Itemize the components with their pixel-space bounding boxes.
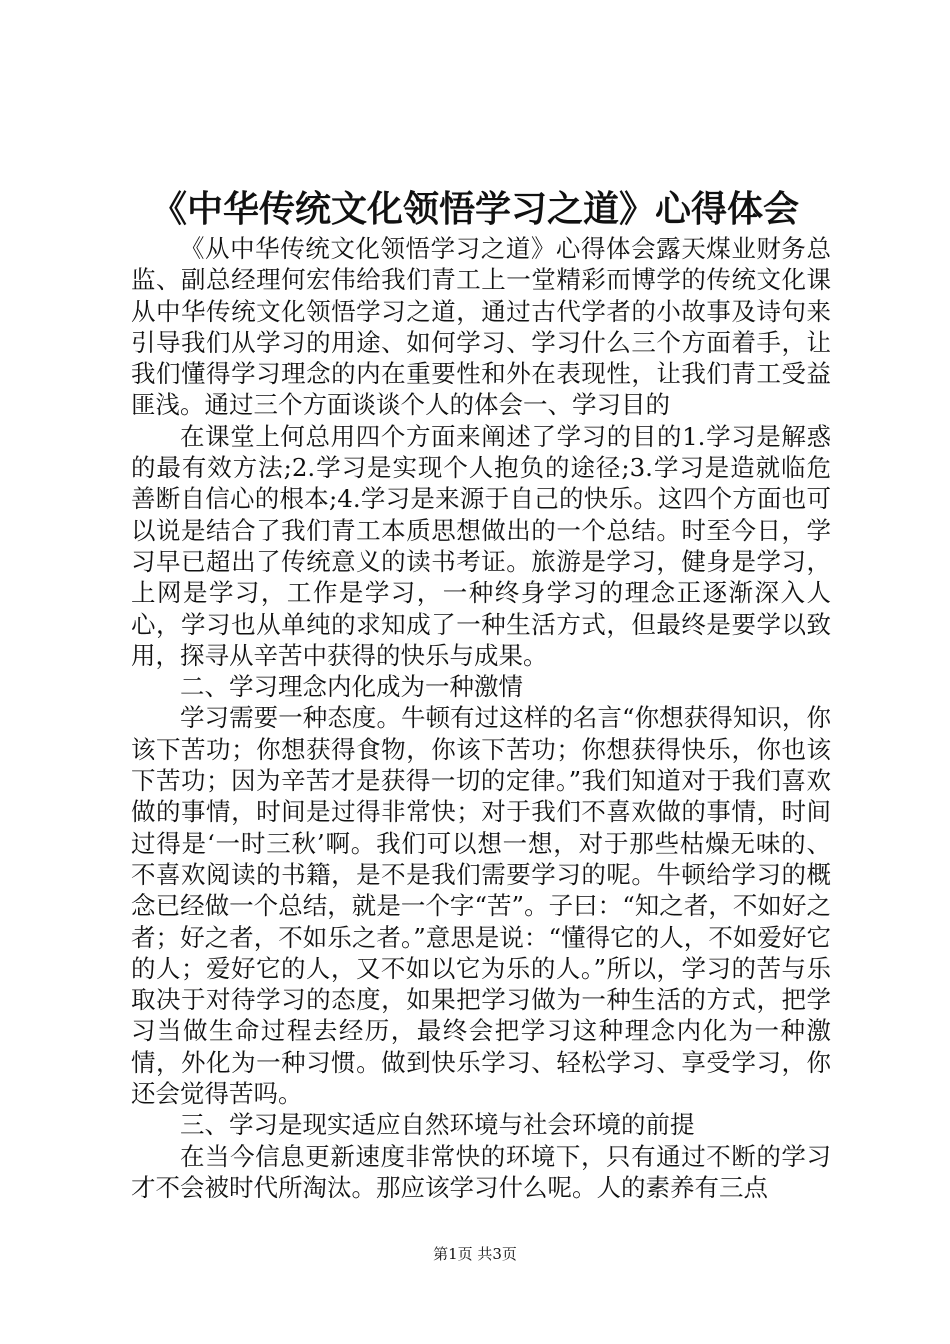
page-title: 《中华传统文化领悟学习之道》心得体会 bbox=[150, 188, 799, 230]
section-heading-3: 三、学习是现实适应自然环境与社会环境的前提 bbox=[180, 1110, 695, 1140]
paragraph-learning-environment: 在当今信息更新速度非常快的环境下，只有通过不断的学习才不会被时代所淘汰。那应该学习什么呢。人的素养有三点 bbox=[131, 1141, 831, 1202]
document-body bbox=[131, 233, 831, 1203]
section-heading-2: 二、学习理念内化成为一种激情 bbox=[180, 672, 523, 702]
paragraph-learning-attitude: 学习需要一种态度。牛顿有过这样的名言“你想获得知识，你该下苦功；你想获得食物，你该下苦功；你想获得快乐，你也该下苦功；因为辛苦才是获得一切的定律。”我们知道对于我们喜欢做的事情，时间是过得非常快；对于我们不喜欢做的事情，时间过得是‘一时三秋’啊。我们可以想一想，对于那些枯燥无味的、不喜欢阅读的书籍，是不是我们需要学习的呢。牛顿给学习的概念已经做一个总结，就是一个字“苦”。子曰：“知之者，不如好之者；好之者，不如乐之者。”意思是说：“懂得它的人，不如爱好它的人；爱好它的人，又不如以它为乐的人。”所以，学习的苦与乐取决于对待学习的态度，如果把学习做为一种生活的方式，把学习当做生命过程去经历，最终会把学习这种理念内化为一种激情，外化为一种习惯。做到快乐学习、轻松学习、享受学习，你还会觉得苦吗。 bbox=[131, 703, 831, 1109]
page-footer: 第1页 共3页 bbox=[433, 1245, 517, 1263]
paragraph-intro: 《从中华传统文化领悟学习之道》心得体会露天煤业财务总监、副总经理何宏伟给我们青工上一堂精彩而博学的传统文化课从中华传统文化领悟学习之道，通过古代学者的小故事及诗句来引导我们从学习的用途、如何学习、学习什么三个方面着手，让我们懂得学习理念的内在重要性和外在表现性，让我们青工受益匪浅。通过三个方面谈谈个人的体会一、学习目的 bbox=[131, 234, 831, 420]
paragraph-learning-purpose: 在课堂上何总用四个方面来阐述了学习的目的1.学习是解惑的最有效方法;2.学习是实现个人抱负的途径;3.学习是造就临危善断自信心的根本;4.学习是来源于自己的快乐。这四个方面也可以说是结合了我们青工本质思想做出的一个总结。时至今日，学习早已超出了传统意义的读书考证。旅游是学习，健身是学习，上网是学习，工作是学习，一种终身学习的理念正逐渐深入人心，学习也从单纯的求知成了一种生活方式，但最终是要学以致用，探寻从辛苦中获得的快乐与成果。 bbox=[131, 421, 831, 670]
